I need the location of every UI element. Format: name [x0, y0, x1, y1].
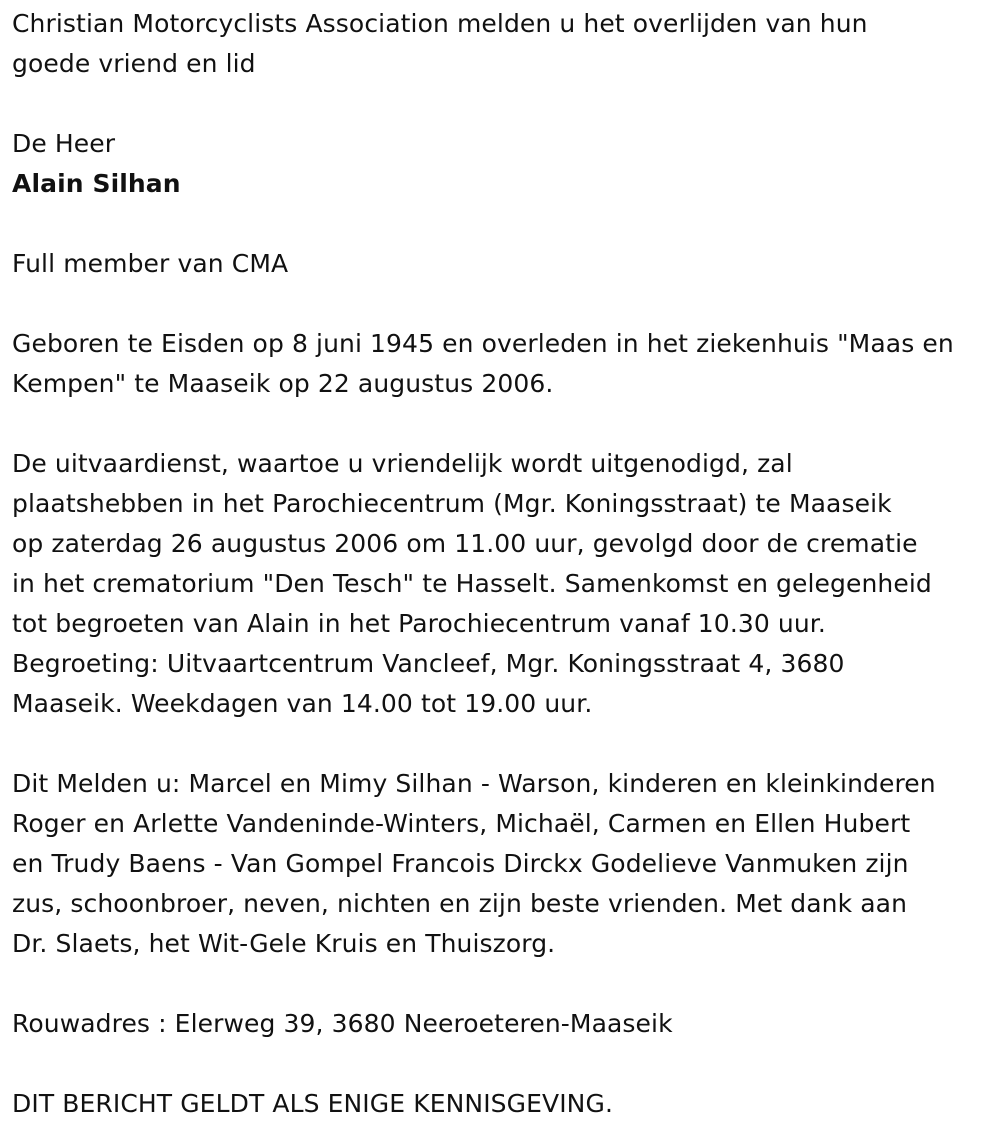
family-line-2: Roger en Arlette Vandeninde-Winters, Michaël, Carmen en Ellen Hubert	[12, 809, 911, 838]
family-line-5: Dr. Slaets, het Wit-Gele Kruis en Thuiszorg.	[12, 929, 556, 958]
service-paragraph	[12, 444, 996, 724]
family-line-1: Dit Melden u: Marcel en Mimy Silhan - Warson, kinderen en kleinkinderen	[12, 769, 936, 798]
spacer	[12, 284, 996, 324]
family-paragraph	[12, 764, 996, 964]
service-line-1: De uitvaardienst, waartoe u vriendelijk wordt uitgenodigd, zal	[12, 449, 793, 478]
intro-line-2: goede vriend en lid	[12, 49, 256, 78]
service-line-3: op zaterdag 26 augustus 2006 om 11.00 uur, gevolgd door de crematie	[12, 529, 918, 558]
service-line-6: Begroeting: Uitvaartcentrum Vancleef, Mgr. Koningsstraat 4, 3680	[12, 649, 845, 678]
deceased-name: Alain Silhan	[12, 169, 181, 198]
service-line-5: tot begroeten van Alain in het Parochiecentrum vanaf 10.30 uur.	[12, 609, 826, 638]
birth-death-paragraph	[12, 324, 996, 404]
spacer	[12, 204, 996, 244]
membership-line: Full member van CMA	[12, 249, 289, 278]
spacer	[12, 404, 996, 444]
intro-line-1: Christian Motorcyclists Association melden u het overlijden van hun	[12, 9, 868, 38]
spacer	[12, 724, 996, 764]
service-line-7: Maaseik. Weekdagen van 14.00 tot 19.00 uur.	[12, 689, 593, 718]
spacer	[12, 84, 996, 124]
intro-paragraph	[12, 4, 996, 84]
obituary-notice	[12, 4, 996, 1124]
birth-death-line-1: Geboren te Eisden op 8 juni 1945 en overleden in het ziekenhuis "Maas en	[12, 329, 954, 358]
family-line-4: zus, schoonbroer, neven, nichten en zijn beste vrienden. Met dank aan	[12, 889, 908, 918]
service-line-2: plaatshebben in het Parochiecentrum (Mgr. Koningsstraat) te Maaseik	[12, 489, 892, 518]
closing-statement: DIT BERICHT GELDT ALS ENIGE KENNISGEVING.	[12, 1089, 613, 1118]
birth-death-line-2: Kempen" te Maaseik op 22 augustus 2006.	[12, 369, 554, 398]
salutation: De Heer	[12, 129, 116, 158]
service-line-4: in het crematorium "Den Tesch" te Hasselt. Samenkomst en gelegenheid	[12, 569, 932, 598]
spacer	[12, 964, 996, 1004]
spacer	[12, 1044, 996, 1084]
family-line-3: en Trudy Baens - Van Gompel Francois Dirckx Godelieve Vanmuken zijn	[12, 849, 909, 878]
mourning-address: Rouwadres : Elerweg 39, 3680 Neeroeteren-Maaseik	[12, 1009, 673, 1038]
